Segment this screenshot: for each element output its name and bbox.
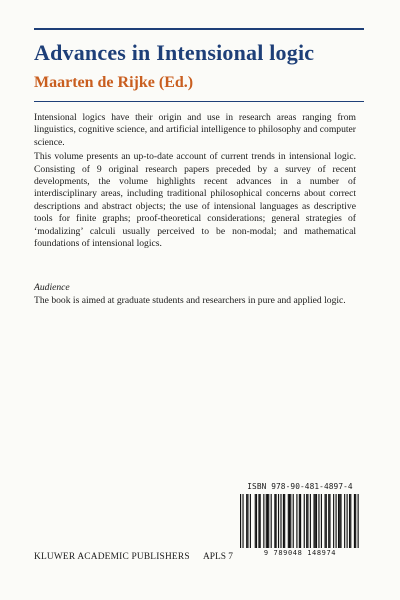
barcode bbox=[232, 482, 368, 566]
description-paragraph-1: Intensional logics have their origin and use in research areas ranging from linguistics, cognitive science, and artificial intelligence to philosophy and computer science. bbox=[34, 112, 356, 148]
title-rule bbox=[34, 101, 364, 102]
top-rule bbox=[34, 28, 364, 30]
book-editor: Maarten de Rijke (Ed.) bbox=[34, 74, 194, 91]
barcode-bars bbox=[240, 494, 360, 548]
book-title: Advances in Intensional logic bbox=[34, 40, 315, 65]
isbn-label: ISBN 978-90-481-4897-4 bbox=[247, 482, 353, 491]
audience-text: The book is aimed at graduate students and researchers in pure and applied logic. bbox=[34, 295, 346, 306]
publisher-name: KLUWER ACADEMIC PUBLISHERS bbox=[34, 552, 190, 562]
description-paragraph-2: This volume presents an up-to-date account of current trends in intensional logic. Consisting of 9 original research papers preceded by a survey of recent developments, the volume highlights recent advances in a number of interdisciplinary areas, including traditional philosophical concerns about correct descriptions and abstract objects; the use of intensional languages as descriptive tools for finite graphs; proof-theoretical considerations; general strategies of ‘modalizing’ calculi usually perceived to be non-modal; and mathematical foundations of intensional logics. bbox=[34, 151, 356, 250]
audience-heading: Audience bbox=[34, 282, 70, 293]
series-label: APLS 7 bbox=[203, 552, 233, 562]
barcode-digits: 9 789048 148974 bbox=[263, 549, 337, 557]
description bbox=[34, 112, 356, 252]
